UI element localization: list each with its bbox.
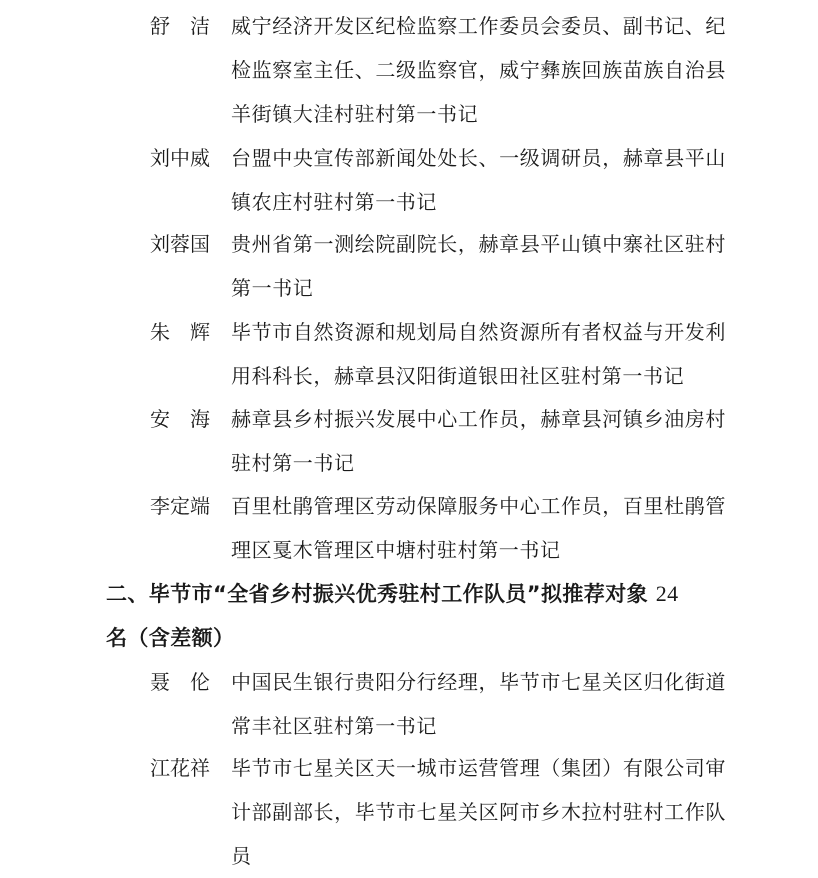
- person-description: 台盟中央宣传部新闻处处长、一级调研员，赫章县平山镇农庄村驻村第一书记: [231, 146, 726, 214]
- person-description: 贵州省第一测绘院副院长，赫章县平山镇中寨社区驻村第一书记: [231, 232, 726, 300]
- person-name: 刘中威: [150, 146, 210, 170]
- section-heading: [106, 572, 726, 616]
- person-name: 朱 辉: [150, 320, 210, 344]
- section-heading-line2: 名（含差额）: [106, 626, 235, 650]
- section-heading-count: 24: [655, 581, 679, 606]
- person-description: 百里杜鹃管理区劳动保障服务中心工作员，百里杜鹃管理区戛木管理区中塘村驻村第一书记: [231, 494, 726, 562]
- person-name: 李定端: [150, 494, 210, 518]
- person-name: 舒 洁: [150, 14, 210, 38]
- person-description: 赫章县乡村振兴发展中心工作员，赫章县河镇乡油房村驻村第一书记: [231, 407, 726, 475]
- person-name: 刘蓉国: [150, 232, 210, 256]
- person-name: 聂 伦: [150, 670, 210, 694]
- person-description: 威宁经济开发区纪检监察工作委员会委员、副书记、纪检监察室主任、二级监察官，威宁彝族回族苗族自治县羊街镇大洼村驻村第一书记: [231, 14, 726, 126]
- person-description: 毕节市七星关区天一城市运营管理（集团）有限公司审计部副部长，毕节市七星关区阿市乡木拉村驻村工作队员: [231, 756, 726, 868]
- person-name: 安 海: [150, 407, 210, 431]
- person-description: 毕节市自然资源和规划局自然资源所有者权益与开发利用科科长，赫章县汉阳街道银田社区驻村第一书记: [231, 320, 726, 388]
- section-heading-text: 二、毕节市“全省乡村振兴优秀驻村工作队员”拟推荐对象: [106, 582, 649, 606]
- person-name: 江花祥: [150, 756, 210, 780]
- person-description: 中国民生银行贵阳分行经理，毕节市七星关区归化街道常丰社区驻村第一书记: [231, 670, 726, 738]
